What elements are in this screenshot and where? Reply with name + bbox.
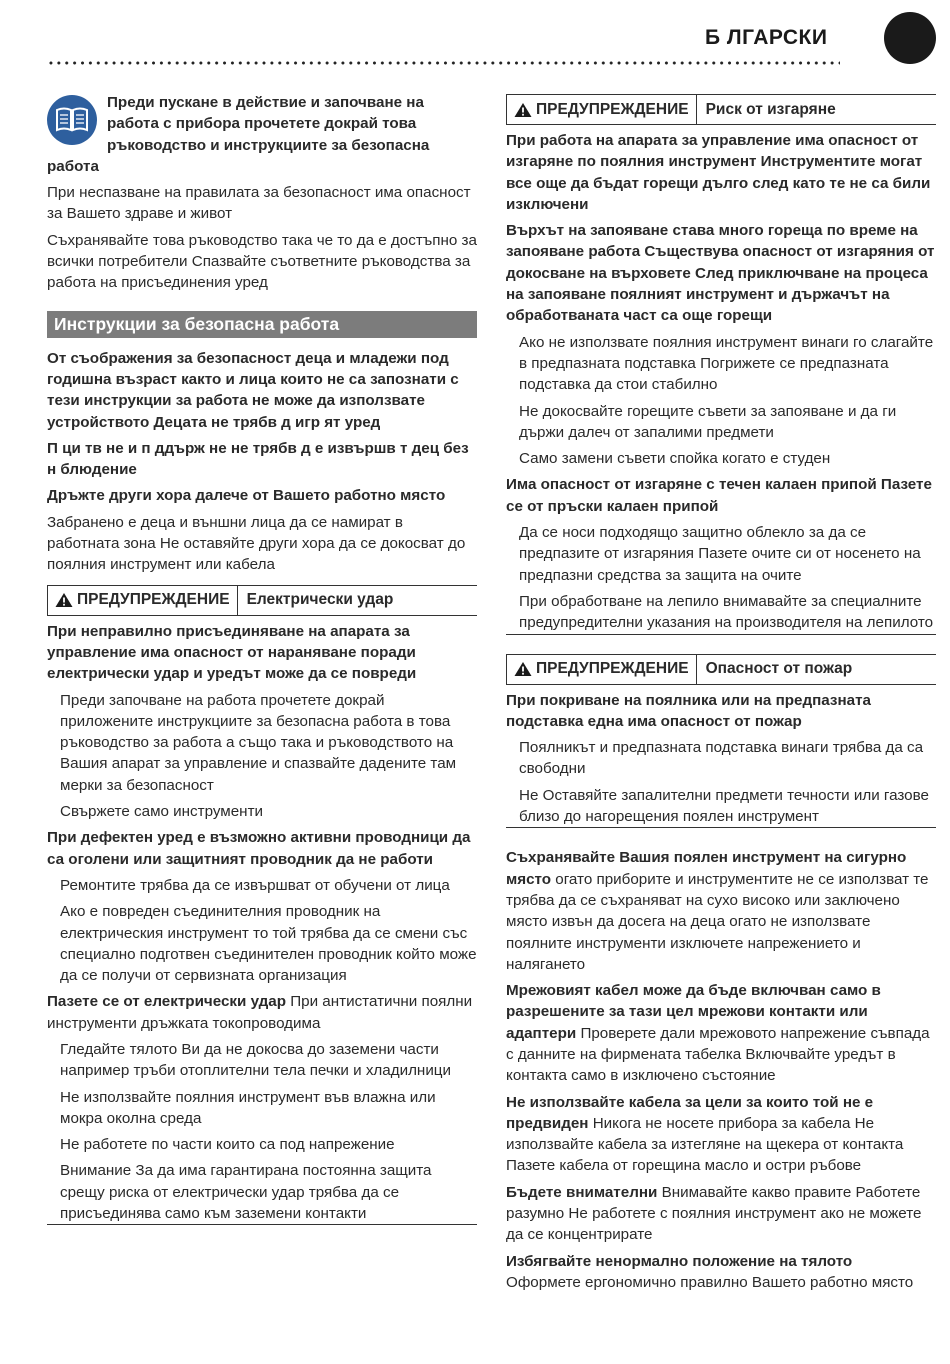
children-cleaning-warning: П ци тв не и п ддърж не не трябв д е извършв т дец без н блюдение — [47, 439, 469, 479]
protect-paragraph: Пазете се от електрически удар При антистатични поялни инструменти дръжката токопроводима — [47, 993, 473, 1032]
cable-paragraph: Мрежовият кабел може да бъде включван само в разрешените за тази цел мрежови контакти или адаптери Проверете дали мрежовото напрежение съвпада с данните на фирмената табелка Включвайте уредът в контакта само в изключено състояние — [506, 982, 930, 1085]
warning-bold-text: Има опасност от изгаряне с течен калаен припой Пазете се от пръски калаен припой — [506, 476, 932, 515]
warning-label: ПРЕДУПРЕЖДЕНИЕ — [506, 95, 697, 124]
others-paragraph: Забранено е деца и външни лица да се намират в работната зона Не оставяйте други хора да се докосват до поялния инструмент или кабела — [47, 513, 466, 574]
list-item: Поялникът и предпазната подставка винаги трябва да са свободни — [519, 739, 924, 778]
page-language-title: Б ЛГАРСКИ — [705, 26, 828, 49]
list-item: Преди започване на работа прочетете докрай приложените инструкциите за безопасна работа в това ръководство за работа а също така и ръководството на Вашия апарат за управление и спазвайте дадените там мерки за безопасност — [60, 691, 457, 794]
list-item: При обработване на лепило внимавайте за специалните предупредителни указания на производителя на лепилото — [519, 592, 934, 632]
list-item: Само замени съвети спойка когато е студен — [519, 450, 831, 468]
children-warning: От съображения за безопасност деца и младежи под годишна възраст както и лица които не са запознати с тези инструкции за работа не може да използвате устройството Децата не трябв д игр ят уред — [47, 349, 459, 431]
warning-bold-text: При работа на апарата за управление има опасност от изгаряне по поялния инструмент Инструментите могат все още да бъдат горещи дълго след като те не са били изключени — [506, 132, 931, 213]
list-item: Да се носи подходящо защитно облекло за да се предпазите от изгаряния Пазете очите си от носенето на предпазни средства за защита на очите — [519, 524, 921, 584]
posture-paragraph: Избягвайте ненормално положение на тялото Оформете ергономично правилно Вашето работно място — [506, 1252, 914, 1291]
list-item: Не Оставяйте запалителни предмети течности или газове близо до нагорещения поялен инструмент — [519, 786, 929, 826]
intro-paragraph: Съхранявайте това ръководство така че то да е достъпно за всички потребители Спазвайте съответните ръководства за работа на присъединения уред — [47, 231, 477, 292]
header-dotted-divider — [47, 61, 840, 65]
intro-bold-text: Преди пускане в действие и започване на работа с прибора прочетете докрай това ръководство и инструкциите за безопасна работа — [47, 94, 430, 175]
list-item: Свържете само инструменти — [60, 803, 264, 821]
list-item: Ако е повреден съединителния проводник на електрическия инструмент то той трябва да се смени със специално подготвен съединителен проводник който може да се получи от сервизната организация — [60, 903, 477, 985]
warning-box-fire — [506, 654, 936, 685]
intro-paragraph: При неспазване на правилата за безопасност има опасност за Вашето здраве и живот — [47, 184, 471, 223]
right-column — [506, 92, 936, 1298]
warning-box-burn — [506, 94, 936, 125]
careful-paragraph: Бъдете внимателни Внимавайте какво правите Работете разумно Не работете с поялния инструмент ако не можете да се концентрирате — [506, 1183, 922, 1244]
list-item: Внимание За да има гарантирана постоянна защита срещу риска от електрически удар трябва да се присъединява само към заземени контакти — [60, 1162, 432, 1223]
warning-title: Риск от изгаряне — [705, 100, 836, 118]
others-heading: Дръжте други хора далече от Вашето работно място — [47, 487, 446, 505]
list-item: Не работете по части които са под напрежение — [60, 1136, 395, 1154]
warning-triangle-icon — [514, 102, 532, 118]
warning-title: Опасност от пожар — [705, 660, 853, 678]
list-item: Не докосвайте горещите съвети за запояване и да ги държи далеч от запалими предмети — [519, 402, 897, 441]
warning-label: ПРЕДУПРЕЖДЕНИЕ — [506, 655, 697, 684]
warning-box-electric — [47, 585, 477, 616]
warning-bold-text: Върхът на запояване става много гореща по време на запояване работа Съществува опасност от изгаряния от докосване на върховете След приключване на процеса на запояване поялният инструмент и държачът на обработваната част са още горещи — [506, 222, 935, 325]
list-item: Ремонтите трябва да се извършват от обучени от лица — [60, 876, 450, 894]
storage-paragraph: Съхранявайте Вашия поялен инструмент на сигурно място огато приборите и инструментите не се използват те трябва да се съхраняват на сухо високо или заключено място извън да досега на деца огато не използвате поялните инструменти изключете напрежението и налягането — [506, 849, 929, 973]
warning-bold-text: При дефектен уред е възможно активни проводници да са оголени или защитният проводник да не работи — [47, 829, 471, 868]
warning-end-rule — [506, 634, 936, 635]
manual-book-icon — [47, 95, 97, 145]
warning-triangle-icon — [514, 661, 532, 677]
warning-bold-text: При покриване на поялника или на предпазната подставка една има опасност от пожар — [506, 691, 871, 730]
misuse-paragraph: Не използвайте кабела за цели за които той не е предвиден Никога не носете прибора за кабела Не използвайте кабела за изтегляне на щекера от контакта Пазете кабела от горещина масло и остри ръбове — [506, 1093, 904, 1175]
warning-triangle-icon — [55, 592, 73, 608]
section-title-bar: Инструкции за безопасна работа — [47, 311, 477, 338]
warning-title: Електрически удар — [246, 591, 394, 609]
left-column — [47, 92, 477, 1225]
read-manual-notice — [47, 92, 477, 177]
warning-label: ПРЕДУПРЕЖДЕНИЕ — [47, 586, 238, 615]
warning-bold-text: При неправилно присъединяване на апарата за управление има опасност от нараняване поради електрически удар и уредът може да се повреди — [47, 622, 417, 683]
warning-end-rule — [47, 1224, 477, 1225]
list-item: Гледайте тялото Ви да не докосва до заземени части например тръби отоплителни тела печки и хладилници — [60, 1040, 451, 1080]
language-tab-marker — [884, 12, 936, 64]
warning-end-rule — [506, 827, 936, 828]
list-item: Не използвайте поялния инструмент във влажна или мокра околна среда — [60, 1088, 436, 1127]
list-item: Ако не използвате поялния инструмент винаги го слагайте в предпазната подставка Погрижете се предпазната подставка да стои стабилно — [519, 333, 934, 394]
